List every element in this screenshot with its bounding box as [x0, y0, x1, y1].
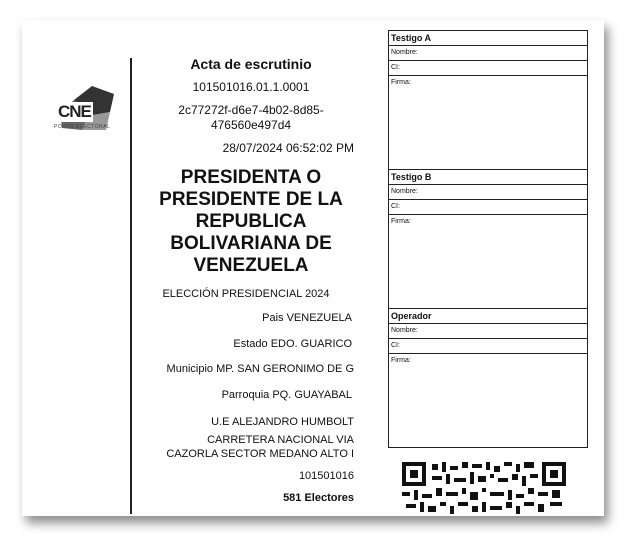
witness-b-ci-field: CI:: [389, 200, 587, 215]
office-title-line-3: REPUBLICA: [195, 211, 307, 232]
witness-a-name-field: Nombre:: [389, 46, 587, 61]
center-address-2: CAZORLA SECTOR MEDANO ALTO I: [166, 448, 354, 460]
electors-count: 581 Electores: [283, 492, 354, 504]
center-code: 101501016: [298, 470, 354, 482]
divider: [130, 58, 132, 514]
witness-a-box: [388, 30, 588, 170]
witness-a-title: Testigo A: [389, 31, 587, 46]
office-title-line-4: BOLIVARIANA DE: [170, 233, 332, 254]
election-name: ELECCIÓN PRESIDENCIAL 2024: [162, 288, 330, 300]
location-estado: Estado EDO. GUARICO: [233, 338, 352, 350]
operator-name-field: Nombre:: [389, 324, 587, 339]
tally-sheet: [22, 20, 604, 516]
office-title-line-2: PRESIDENTE DE LA: [159, 189, 343, 210]
document-title: Acta de escrutinio: [190, 56, 312, 72]
hash-line-1: 2c77272f-d6e7-4b02-8d85-: [178, 103, 324, 117]
witness-b-name-field: Nombre:: [389, 185, 587, 200]
witness-b-signature-field: Firma:: [391, 218, 411, 225]
office-title: [142, 167, 360, 277]
document-code: 101501016.01.1.0001: [192, 80, 310, 94]
document-datetime: 28/07/2024 06:52:02 PM: [222, 141, 354, 155]
logo-caption: PODER ELECTORAL: [54, 124, 111, 130]
center-name: U.E ALEJANDRO HUMBOLT: [211, 416, 354, 428]
office-title-line-5: VENEZUELA: [193, 255, 309, 276]
office-title-line-1: PRESIDENTA O: [180, 167, 322, 188]
logo-text: CNE: [58, 102, 91, 121]
center-address-1: CARRETERA NACIONAL VIA: [207, 434, 354, 446]
qr-code-icon: [402, 462, 566, 516]
location-parroquia: Parroquia PQ. GUAYABAL: [221, 389, 352, 401]
witness-b-title: Testigo B: [389, 170, 587, 185]
witness-b-box: [388, 169, 588, 309]
operator-title: Operador: [389, 309, 587, 324]
location-pais: Pais VENEZUELA: [262, 312, 352, 324]
location-municipio: Municipio MP. SAN GERONIMO DE G: [166, 363, 354, 375]
witness-a-signature-field: Firma:: [391, 79, 411, 86]
operator-box: [388, 308, 588, 448]
witness-a-ci-field: CI:: [389, 61, 587, 76]
operator-signature-field: Firma:: [391, 357, 411, 364]
operator-ci-field: CI:: [389, 339, 587, 354]
hash-line-2: 476560e497d4: [210, 118, 292, 132]
